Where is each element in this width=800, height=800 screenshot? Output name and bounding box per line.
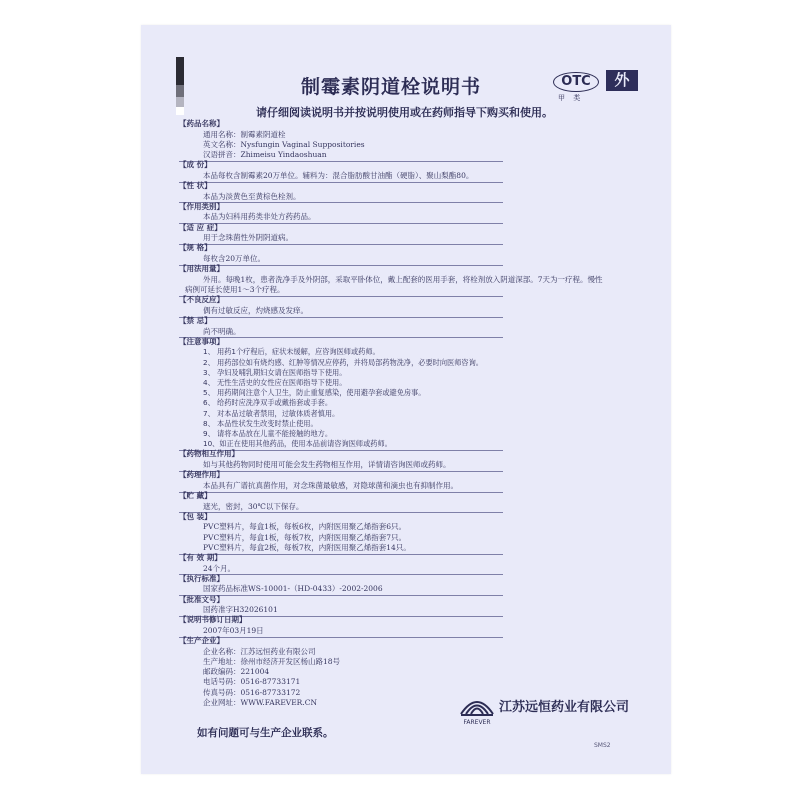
registration-bar: [176, 97, 184, 107]
section-divider: [179, 223, 503, 224]
section-text: 外用。每晚1枚，患者洗净手及外阴部，采取平卧体位，戴上配套的医用手套，将栓剂放入阴道深部。7天为一疗程。慢性: [203, 274, 603, 284]
external-use-badge: 外: [606, 70, 638, 91]
otc-class-label: 甲 类: [558, 94, 581, 102]
section-divider: [179, 574, 503, 575]
section-text: 1、 用药1个疗程后，症状未缓解，应咨询医师或药师。: [203, 347, 380, 357]
section-text: 企业名称：江苏远恒药业有限公司: [203, 646, 316, 656]
section-text: 2、 用药部位如有烧灼感、红肿等情况应停药，并将局部药物洗净，必要时向医师咨询。: [203, 357, 483, 367]
section-text: 每枚含20万单位。: [203, 254, 266, 263]
section-heading: 【执行标准】: [179, 573, 224, 583]
section-text: 7、 对本品过敏者禁用，过敏体质者慎用。: [203, 408, 340, 418]
section-heading: 【不良反应】: [179, 295, 224, 305]
section-heading: 【规 格】: [179, 243, 212, 253]
section-text: 本品具有广谱抗真菌作用，对念珠菌最敏感，对隐球菌和滴虫也有抑制作用。: [203, 480, 458, 490]
section-heading: 【禁 忌】: [179, 316, 212, 325]
section-text: 如与其他药物同时使用可能会发生药物相互作用，详情请咨询医师或药师。: [203, 460, 451, 469]
section-heading: 【用法用量】: [179, 264, 224, 274]
section-text: 2007年03月19日: [203, 626, 264, 635]
section-text: 用于念珠菌性外阴阴道病。: [203, 233, 293, 243]
leaflet-sheet: [141, 25, 671, 774]
section-heading: 【注意事项】: [179, 336, 224, 346]
contact-note: 如有问题可与生产企业联系。: [197, 727, 334, 739]
section-divider: [179, 202, 503, 203]
section-text: 传真号码：0516-87733172: [203, 687, 301, 697]
section-divider: [179, 512, 503, 513]
section-heading: 【有 效 期】: [179, 553, 222, 562]
section-text: 偶有过敏反应，灼烧感及发痒。: [203, 305, 308, 315]
section-text: PVC塑料片，每盒1板，每板7枚，内附医用聚乙烯指套7只。: [203, 532, 407, 542]
section-text: 9、 请将本品放在儿童不能接触的地方。: [203, 429, 333, 438]
section-divider: [179, 492, 503, 493]
section-heading: 【适 应 症】: [179, 222, 222, 232]
section-text: 6、 给药时应洗净双手或戴指套或手套。: [203, 398, 333, 408]
section-text: 汉语拼音：Zhimeisu Yindaoshuan: [203, 150, 327, 159]
section-divider: [179, 595, 503, 596]
section-text: PVC塑料片，每盒2板，每板7枚，内附医用聚乙烯指套14只。: [203, 542, 411, 552]
section-text: 病例可延长使用1～3个疗程。: [185, 285, 285, 294]
section-text: 遮光，密封，30℃以下保存。: [203, 501, 304, 511]
section-text: 本品每枚含制霉素20万单位。辅料为：混合脂肪酸甘油酯（硬脂）、聚山梨酯80。: [203, 170, 474, 180]
section-divider: [179, 265, 503, 266]
section-divider: [179, 296, 503, 297]
section-text: 国家药品标准WS-10001-（HD-0433）-2002-2006: [203, 584, 383, 594]
section-text: 生产地址：徐州市经济开发区杨山路18号: [203, 657, 341, 666]
section-text: 5、 用药期间注意个人卫生，防止重复感染，使用避孕套或避免房事。: [203, 388, 426, 398]
section-divider: [179, 317, 503, 318]
section-divider: [179, 637, 503, 638]
section-text: 英文名称：Nysfungin Vaginal Suppositories: [203, 139, 365, 149]
section-text: 国药准字H32026101: [203, 605, 278, 615]
section-text: 邮政编码：221004: [203, 667, 270, 677]
registration-bar: [176, 85, 184, 97]
section-divider: [179, 244, 503, 245]
section-heading: 【药品名称】: [179, 119, 224, 128]
section-heading: 【说明书修订日期】: [179, 615, 247, 625]
section-heading: 【药理作用】: [179, 470, 224, 480]
section-heading: 【作用类别】: [179, 201, 224, 211]
section-heading: 【生产企业】: [179, 636, 224, 646]
section-text: 本品为妇科用药类非处方药药品。: [203, 212, 316, 222]
section-heading: 【批准文号】: [179, 594, 224, 604]
registration-bar: [176, 57, 184, 85]
section-heading: 【贮 藏】: [179, 491, 212, 500]
section-divider: [179, 182, 503, 183]
section-heading: 【性 状】: [179, 181, 212, 190]
print-code: SMS2: [594, 742, 611, 749]
otc-badge: OTC: [553, 72, 599, 92]
section-heading: 【成 份】: [179, 160, 212, 170]
section-heading: 【药物相互作用】: [179, 449, 239, 459]
section-divider: [179, 161, 503, 162]
section-divider: [179, 471, 503, 472]
section-divider: [179, 554, 503, 555]
section-text: 通用名称：制霉素阴道栓: [203, 129, 286, 139]
section-text: 3、 孕妇及哺乳期妇女请在医师指导下使用。: [203, 367, 347, 377]
section-text: 企业网址：WWW.FAREVER.CN: [203, 697, 318, 707]
registration-bar: [176, 107, 184, 115]
section-text: 电话号码：0516-87733171: [203, 677, 301, 687]
section-text: 尚不明确。: [203, 326, 241, 336]
section-text: PVC塑料片，每盒1板，每板6枚，内附医用聚乙烯指套6只。: [203, 522, 407, 532]
section-text: 8、 本品性状发生改变时禁止使用。: [203, 418, 318, 428]
section-text: 24个月。: [203, 563, 236, 573]
section-heading: 【包 装】: [179, 511, 212, 521]
section-text: 4、 无性生活史的女性应在医师指导下使用。: [203, 378, 347, 387]
section-divider: [179, 337, 503, 338]
section-text: 本品为淡黄色至黄棕色栓剂。: [203, 191, 301, 201]
instruction-subtitle: 请仔细阅读说明书并按说明使用或在药师指导下购买和使用。: [256, 106, 553, 119]
document-title: 制霉素阴道栓说明书: [301, 76, 482, 98]
farever-logo-icon: [459, 688, 495, 726]
section-text: 10、如正在使用其他药品，使用本品前请咨询医师或药师。: [203, 439, 392, 449]
logo-text: FAREVER: [463, 719, 491, 726]
company-name: 江苏远恒药业有限公司: [499, 700, 630, 715]
